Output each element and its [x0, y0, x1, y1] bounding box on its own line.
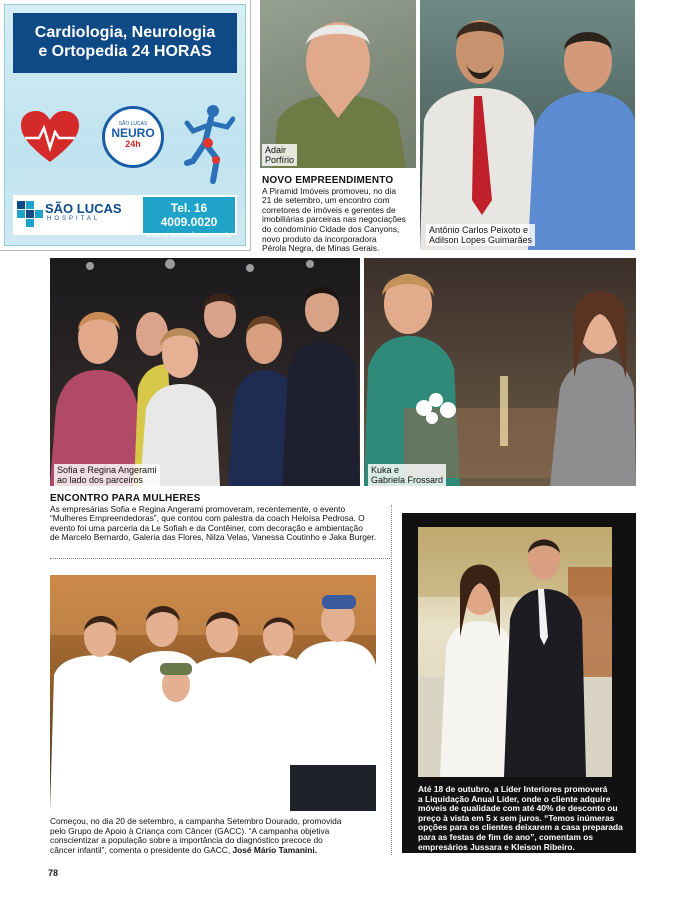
neuro-label: NEURO — [111, 126, 155, 140]
article-novo-empreendimento — [262, 176, 416, 254]
article3-line: câncer infantil”, comenta o presidente do GACC, — [50, 844, 231, 855]
article2-line: evento foi uma parceria da Le Sofiah e da Contêiner, com decoração e ambientação — [50, 522, 363, 533]
article3-line: conscientizar a população sobre a importância do diagnóstico precoce do — [50, 835, 323, 846]
neuro-24h-badge — [102, 106, 164, 168]
heart-icon — [19, 110, 81, 165]
article1-line: 21 de setembro, um encontro com — [262, 195, 390, 206]
photo4-caption-line2: Gabriela Frossard — [371, 475, 444, 485]
neuro-hours: 24h — [125, 139, 141, 149]
neuro-small-label: SÃO LUCAS — [118, 121, 148, 127]
photo1-caption-line2: Porfírio — [265, 155, 295, 165]
person-illustration — [260, 0, 416, 168]
article3-name: José Mário Tamanini. — [232, 844, 318, 855]
article4-line: a Liquidação Anual Líder, onde o cliente adquire — [418, 793, 611, 804]
article4-line-last — [418, 843, 628, 853]
ad-divider-vertical — [250, 0, 251, 251]
runner-anatomy-icon — [183, 103, 235, 185]
photo-jussara-kleison — [418, 527, 612, 777]
ad-divider — [0, 250, 250, 251]
article4-line: móveis de qualidade com até 40% de desconto ou — [418, 803, 618, 814]
article1-line: corretores de imóveis e gerentes de — [262, 204, 396, 215]
photo2-caption — [426, 224, 535, 246]
article1-line: do condomínio Cidade dos Canyons, — [262, 223, 400, 234]
ad-headline — [13, 13, 237, 73]
article2-line: “Mulheres Empreendedoras”, que contou com palestra da coach Heloísa Pedrosa. O — [50, 513, 365, 524]
photo2-caption-line1: Antônio Carlos Peixoto e — [429, 225, 529, 235]
photo-adair-porfirio — [260, 0, 416, 168]
phone-number: Tel. 16 4009.0020 — [160, 201, 218, 229]
article-setembro-dourado — [50, 817, 380, 855]
photo3-caption — [54, 464, 160, 486]
phone-box — [143, 197, 235, 239]
article2-heading: ENCONTRO PARA MULHERES — [50, 493, 201, 504]
photo1-caption — [262, 144, 297, 166]
article1-line: novo produto da incorporadora — [262, 233, 377, 244]
photo4-caption — [368, 464, 446, 486]
photo4-caption-line1: Kuka e — [371, 465, 400, 475]
couple-illustration — [418, 527, 612, 777]
article4-line: opções para os clientes deixarem a casa preparada — [418, 822, 623, 833]
group-tshirts-illustration — [50, 575, 376, 811]
article2-line: de Marcelo Bernardo, Galeria das Flores, Nilza Velas, Vanessa Coutinho e Jaka Burger. — [50, 532, 377, 543]
article-lider-interiores — [418, 785, 628, 852]
article3-line: Começou, no dia 20 de setembro, a campanha Setembro Dourado, promovida — [50, 816, 342, 826]
article1-heading: NOVO EMPREENDIMENTO — [262, 175, 394, 186]
photo-kuka-gabriela — [364, 258, 636, 486]
article-encontro-para-mulheres — [50, 494, 390, 543]
brand-name: SÃO LUCAS — [45, 201, 122, 216]
column-divider — [391, 505, 392, 855]
article3-line-last — [50, 846, 380, 856]
photo2-caption-line2: Adilson Lopes Guimarães — [429, 235, 533, 245]
article2-line: As empresárias Sofia e Regina Angerami promoveram, recentemente, o evento — [50, 503, 346, 514]
photo-sofia-regina-group — [50, 258, 360, 486]
section-divider — [50, 558, 390, 559]
article4-line: preço à vista em 5 x sem juros. “Temos inúmeras — [418, 812, 615, 823]
ad-headline-line1: Cardiologia, Neurologia — [34, 24, 216, 41]
brand-subtitle: HOSPITAL — [47, 216, 101, 222]
article3-line: pelo Grupo de Apoio à Criança com Câncer (GACC). “A campanha objetiva — [50, 825, 330, 836]
article1-line: imobiliárias parceiras nas negociações — [262, 214, 406, 225]
photo-antonio-adilson — [420, 0, 635, 250]
sao-lucas-logo-icon — [17, 201, 43, 227]
two-people-illustration — [420, 0, 635, 250]
article4-line: para as festas de fim de ano”, comentam os — [418, 831, 594, 842]
ad-headline-line2: e Ortopedia 24 HORAS — [38, 43, 212, 60]
article4-line: Até 18 de outubro, a Líder Interiores promoverá — [418, 784, 608, 794]
group-illustration — [50, 258, 360, 486]
article1-line: A Piramid Imóveis promoveu, no dia — [262, 185, 397, 196]
photo3-caption-line1: Sofia e Regina Angerami — [57, 465, 157, 475]
article4-line: empresários — [418, 841, 468, 852]
photo-gacc-setembro-dourado — [50, 575, 376, 811]
photo3-caption-line2: ao lado dos parceiros — [57, 475, 144, 485]
website-url[interactable]: www.gruposaolucas.com.br — [146, 232, 232, 239]
photo1-caption-line1: Adair — [265, 145, 287, 155]
article4-names: Jussara e Kleison Ribeiro. — [470, 841, 575, 852]
two-women-illustration — [364, 258, 636, 486]
hospital-advertisement[interactable] — [4, 4, 246, 246]
lider-interiores-box — [402, 513, 636, 853]
article1-line: Pérola Negra, de Minas Gerais. — [262, 243, 380, 254]
page-number: 78 — [48, 868, 59, 878]
ad-footer — [13, 195, 237, 239]
